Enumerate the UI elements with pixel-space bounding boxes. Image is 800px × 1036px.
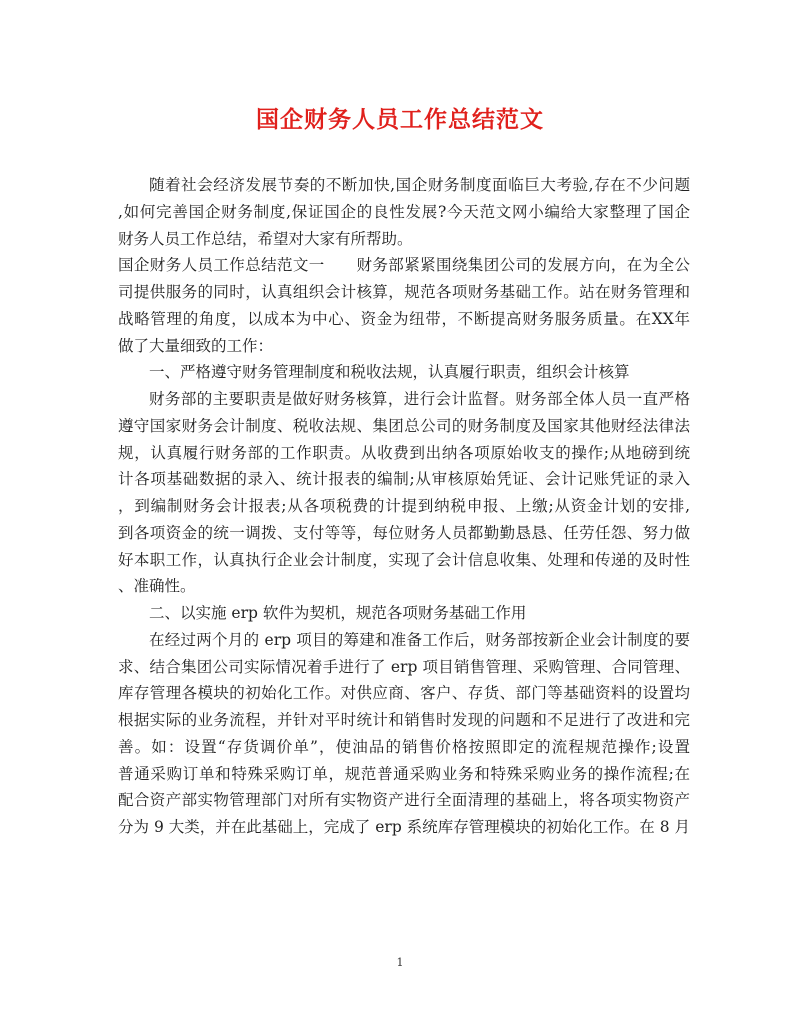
document-title: 国企财务人员工作总结范文 — [256, 107, 544, 133]
text-line: 遵守国家财务会计制度、税收法规、集团总公司的财务制度及国家其他财经法律法 — [118, 416, 690, 435]
text-line: 分为 9 大类，并在此基础上，完成了 erp 系统库存管理模块的初始化工作。在 8 月 — [118, 818, 690, 836]
text-line: 做了大量细致的工作： — [118, 336, 274, 355]
text-line: 好本职工作，认真执行企业会计制度，实现了会计信息收集、处理和传递的及时性 — [118, 550, 690, 569]
text-line: 战略管理的角度，以成本为中心、资金为纽带，不断提高财务服务质量。在XX年 — [118, 309, 690, 328]
text-line: 规，认真履行财务部的工作职责。从收费到出纳各项原始收支的操作;从地磅到统 — [118, 443, 690, 462]
text-line: 二、以实施 erp 软件为契机，规范各项财务基础工作用 — [149, 604, 527, 622]
text-line: 国企财务人员工作总结范文一 财务部紧紧围绕集团公司的发展方向，在为全公 — [118, 256, 690, 275]
text-line: 财务部的主要职责是做好财务核算，进行会计监督。财务部全体人员一直严格 — [149, 390, 690, 408]
text-line: 随着社会经济发展节奏的不断加快,国企财务制度面临巨大考验,存在不少问题 — [149, 176, 690, 194]
text-line: 到各项资金的统一调拨、支付等等，每位财务人员都勤勤恳恳、任劳任怨、努力做 — [118, 523, 690, 542]
document-body — [118, 172, 690, 841]
text-line: 根据实际的业务流程，并针对平时统计和销售时发现的问题和不足进行了改进和完 — [118, 711, 690, 729]
text-line: 司提供服务的同时，认真组织会计核算，规范各项财务基础工作。站在财务管理和 — [118, 283, 690, 301]
text-line: ,如何完善国企财务制度,保证国企的良性发展?今天范文网小编给大家整理了国企 — [118, 202, 690, 221]
text-line: 、准确性。 — [118, 577, 196, 596]
text-line: 求、结合集团公司实际情况着手进行了 erp 项目销售管理、采购管理、合同管理、 — [118, 657, 690, 676]
text-line: 善。如：设置“存货调价单”，使油品的销售价格按照即定的流程规范操作;设置 — [118, 737, 690, 756]
text-line: 在经过两个月的 erp 项目的筹建和准备工作后，财务部按新企业会计制度的要 — [149, 630, 690, 649]
text-line: 财务人员工作总结，希望对大家有所帮助。 — [118, 229, 413, 248]
text-line: 配合资产部实物管理部门对所有实物资产进行全面清理的基础上，将各项实物资产 — [118, 791, 690, 810]
text-line: 库存管理各模块的初始化工作。对供应商、客户、存货、部门等基础资料的设置均 — [118, 684, 690, 703]
text-line: 一、严格遵守财务管理制度和税收法规，认真履行职责，组织会计核算 — [149, 363, 630, 382]
text-line: ，到编制财务会计报表;从各项税费的计提到纳税申报、上缴;从资金计划的安排, — [118, 497, 690, 515]
text-line: 普通采购订单和特殊采购订单，规范普通采购业务和特殊采购业务的操作流程;在 — [118, 764, 690, 783]
text-line: 计各项基础数据的录入、统计报表的编制;从审核原始凭证、会计记账凭证的录入 — [118, 470, 690, 489]
page-number: 1 — [396, 956, 404, 969]
